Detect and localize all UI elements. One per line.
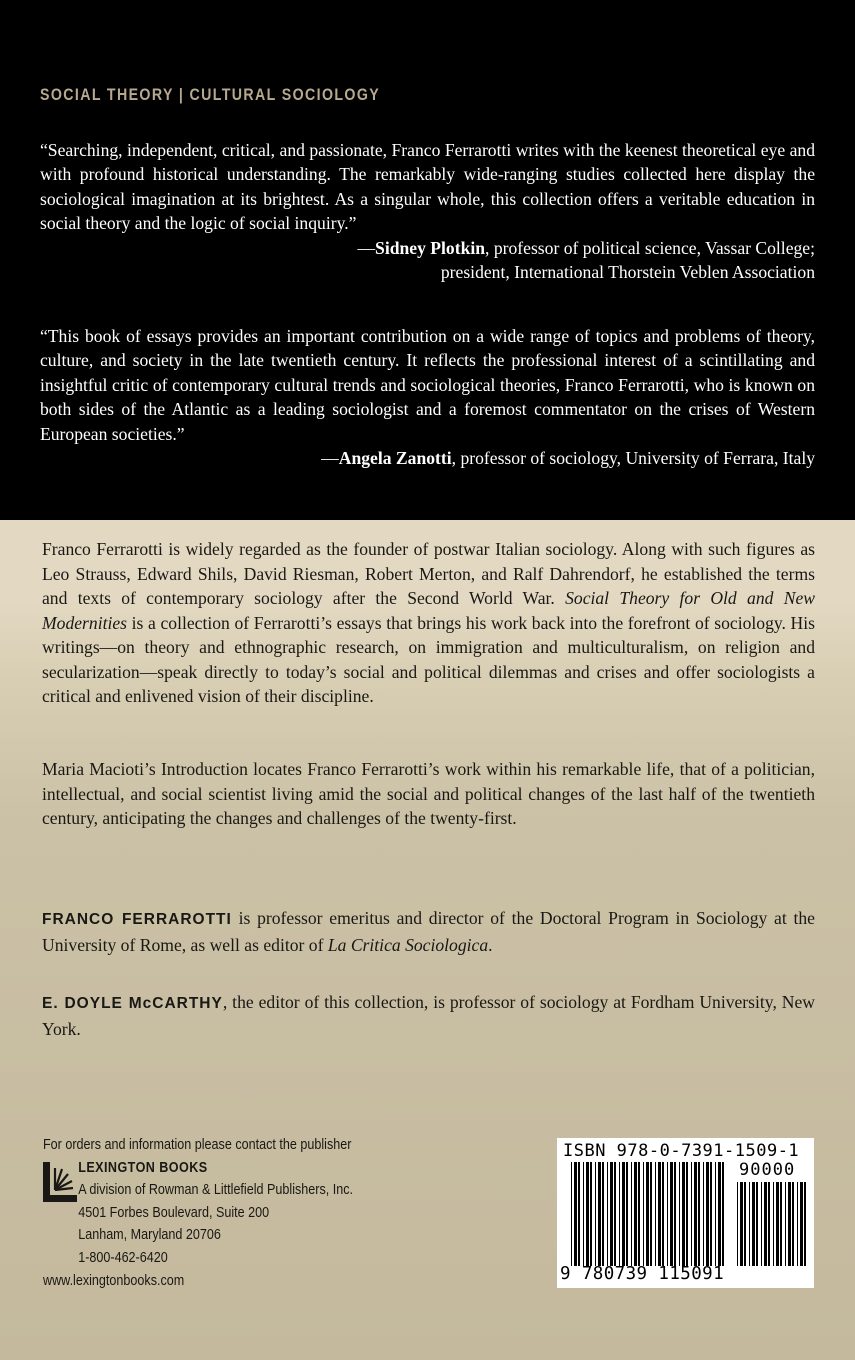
barcode-bar xyxy=(670,1162,673,1266)
price-code: 90000 xyxy=(739,1160,796,1180)
endorsement-panel xyxy=(0,0,855,520)
barcode-bar xyxy=(634,1162,637,1266)
barcode-bar xyxy=(595,1162,596,1266)
barcode-bar xyxy=(631,1162,632,1266)
barcode-bar xyxy=(785,1182,786,1266)
barcode-bar xyxy=(638,1162,640,1266)
barcode-bar xyxy=(643,1162,644,1266)
quote-text: “Searching, independent, critical, and passionate, Franco Ferrarotti writes with the keenest theoretical eye and with profound historical understanding. The remarkably wide-ranging studies collected here display the sociological imagination at its brightest. As a singular whole, this collection offers a veritable education in social theory and the logic of social inquiry.” xyxy=(40,140,815,234)
quote-role-continued: president, International Thorstein Veblen Association xyxy=(440,262,815,283)
isbn-label: ISBN 978-0-7391-1509-1 xyxy=(563,1141,800,1161)
quote-author: Angela Zanotti xyxy=(338,448,452,469)
publisher-intro: For orders and information please contact the publisher xyxy=(43,1137,352,1153)
barcode-bar xyxy=(756,1182,758,1266)
publisher-division: A division of Rowman & Littlefield Publishers, Inc. xyxy=(78,1182,354,1199)
bio-text: . xyxy=(488,934,493,955)
barcode-bar xyxy=(706,1162,709,1266)
description-text: Franco Ferrarotti is widely regarded as the founder of postwar Italian sociology. Along with such figures as Leo Strauss, Edward Shils, David Riesman, Robert Merton, and Ralf Dahrendorf, he established the terms and texts of contemporary sociology after the Second World War. xyxy=(42,539,815,608)
publisher-address-1: 4501 Forbes Boulevard, Suite 200 xyxy=(78,1204,270,1221)
barcode-bar xyxy=(703,1162,704,1266)
barcode-bar xyxy=(667,1162,668,1266)
barcode-bar xyxy=(646,1162,649,1266)
barcode-bar xyxy=(797,1182,798,1266)
barcode-bar xyxy=(571,1162,572,1266)
barcode-bar xyxy=(804,1182,806,1266)
barcode-bar xyxy=(744,1182,746,1266)
barcode-bar xyxy=(740,1182,743,1266)
author-name: FRANCO FERRAROTTI xyxy=(42,911,232,928)
barcode-bar xyxy=(761,1182,762,1266)
barcode-bar xyxy=(662,1162,664,1266)
category-label: SOCIAL THEORY | CULTURAL SOCIOLOGY xyxy=(40,86,381,104)
barcode-bar xyxy=(686,1162,688,1266)
description-paragraph-2: Maria Macioti’s Introduction locates Franco Ferrarotti’s work within his remarkable life, that of a politician, intellectual, and social scientist living amid the social and political changes of the last half of the twentieth century, anticipating the changes and challenges of the twenty-first. xyxy=(42,759,815,828)
barcode-bar xyxy=(788,1182,791,1266)
barcode-bar xyxy=(614,1162,616,1266)
attribution-dash: — xyxy=(357,237,376,258)
barcode-bar xyxy=(764,1182,767,1266)
bio-text: , the editor of this collection, is professor of sociology at Fordham University, New York. xyxy=(42,992,815,1039)
barcode-bar xyxy=(691,1162,692,1266)
barcode-bar xyxy=(650,1162,652,1266)
endorsement-quote-1 xyxy=(40,138,815,284)
barcode-bar xyxy=(602,1162,604,1266)
barcode-bar xyxy=(682,1162,685,1266)
publisher-phone: 1-800-462-6420 xyxy=(78,1249,168,1266)
barcode-bar xyxy=(574,1162,577,1266)
barcode-bar xyxy=(710,1162,712,1266)
endorsement-quote-2 xyxy=(40,324,815,470)
publisher-name: LEXINGTON BOOKS xyxy=(78,1159,208,1176)
publisher-contact xyxy=(43,1134,463,1292)
ean-digits: 9 780739 115091 xyxy=(560,1264,725,1284)
barcode-bar xyxy=(749,1182,750,1266)
publisher-website: www.lexingtonbooks.com xyxy=(43,1272,185,1289)
barcode-bar xyxy=(598,1162,601,1266)
barcode-bar xyxy=(655,1162,656,1266)
quote-role: , professor of sociology, University of Ferrara, Italy xyxy=(451,448,815,469)
barcode-bar xyxy=(800,1182,803,1266)
quote-author: Sidney Plotkin xyxy=(375,237,486,258)
barcode-bar xyxy=(626,1162,628,1266)
bio-text: is professor emeritus and director of the Doctoral Program in Sociology at the University of Rome, as well as editor of xyxy=(42,908,815,955)
editor-name: E. DOYLE McCARTHY xyxy=(42,995,223,1012)
journal-title: La Critica Sociologica xyxy=(327,934,489,955)
barcode-bar xyxy=(619,1162,620,1266)
book-title: Social Theory for Old and New Modernities xyxy=(42,588,815,633)
barcode-bar xyxy=(718,1162,721,1266)
barcode-bar xyxy=(752,1182,755,1266)
barcode-bar xyxy=(776,1182,779,1266)
barcode-bar xyxy=(658,1162,661,1266)
barcode-bar xyxy=(773,1182,774,1266)
barcode-bar xyxy=(590,1162,592,1266)
barcode-bar xyxy=(586,1162,589,1266)
barcode-bar xyxy=(768,1182,770,1266)
description-text: is a collection of Ferrarotti’s essays that brings his work back into the forefront of sociology. His writings—on theory and ethnographic research, on immigration and multiculturalism, on religion and secularization—speak directly to today’s social and political dilemmas and crises and offer sociologists a critical and enlivened vision of their discipline. xyxy=(42,612,815,706)
barcode-bar xyxy=(792,1182,794,1266)
author-bio xyxy=(42,906,815,957)
barcode-bar xyxy=(610,1162,613,1266)
quote-role: , professor of political science, Vassar College; xyxy=(485,237,815,258)
barcode-bar xyxy=(715,1162,716,1266)
quote-text: “This book of essays provides an important contribution on a wide range of topics and problems of theory, culture, and society in the late twentieth century. It reflects the professional interest of a scintillating and insightful critic of contemporary cultural trends and sociological theories, Franco Ferrarotti, who is known on both sides of the Atlantic as a leading sociologist and a foremost commentator on the crises of Western European societies.” xyxy=(40,326,815,444)
barcode-bar xyxy=(780,1182,782,1266)
publisher-address-2: Lanham, Maryland 20706 xyxy=(78,1227,221,1244)
barcode-bar xyxy=(694,1162,697,1266)
barcode-bar xyxy=(737,1182,738,1266)
barcode-bar xyxy=(607,1162,608,1266)
quote-attribution xyxy=(40,236,815,260)
quote-attribution xyxy=(40,446,815,470)
isbn-barcode xyxy=(557,1138,814,1288)
barcode-bar xyxy=(578,1162,580,1266)
barcode-bar xyxy=(622,1162,625,1266)
attribution-dash: — xyxy=(321,448,339,469)
barcode-bar xyxy=(698,1162,700,1266)
description-paragraph-1 xyxy=(42,537,815,709)
editor-bio xyxy=(42,990,815,1041)
barcode-bar xyxy=(674,1162,676,1266)
barcode-bar xyxy=(583,1162,584,1266)
barcode-bar xyxy=(722,1162,724,1266)
barcode-bar xyxy=(679,1162,680,1266)
